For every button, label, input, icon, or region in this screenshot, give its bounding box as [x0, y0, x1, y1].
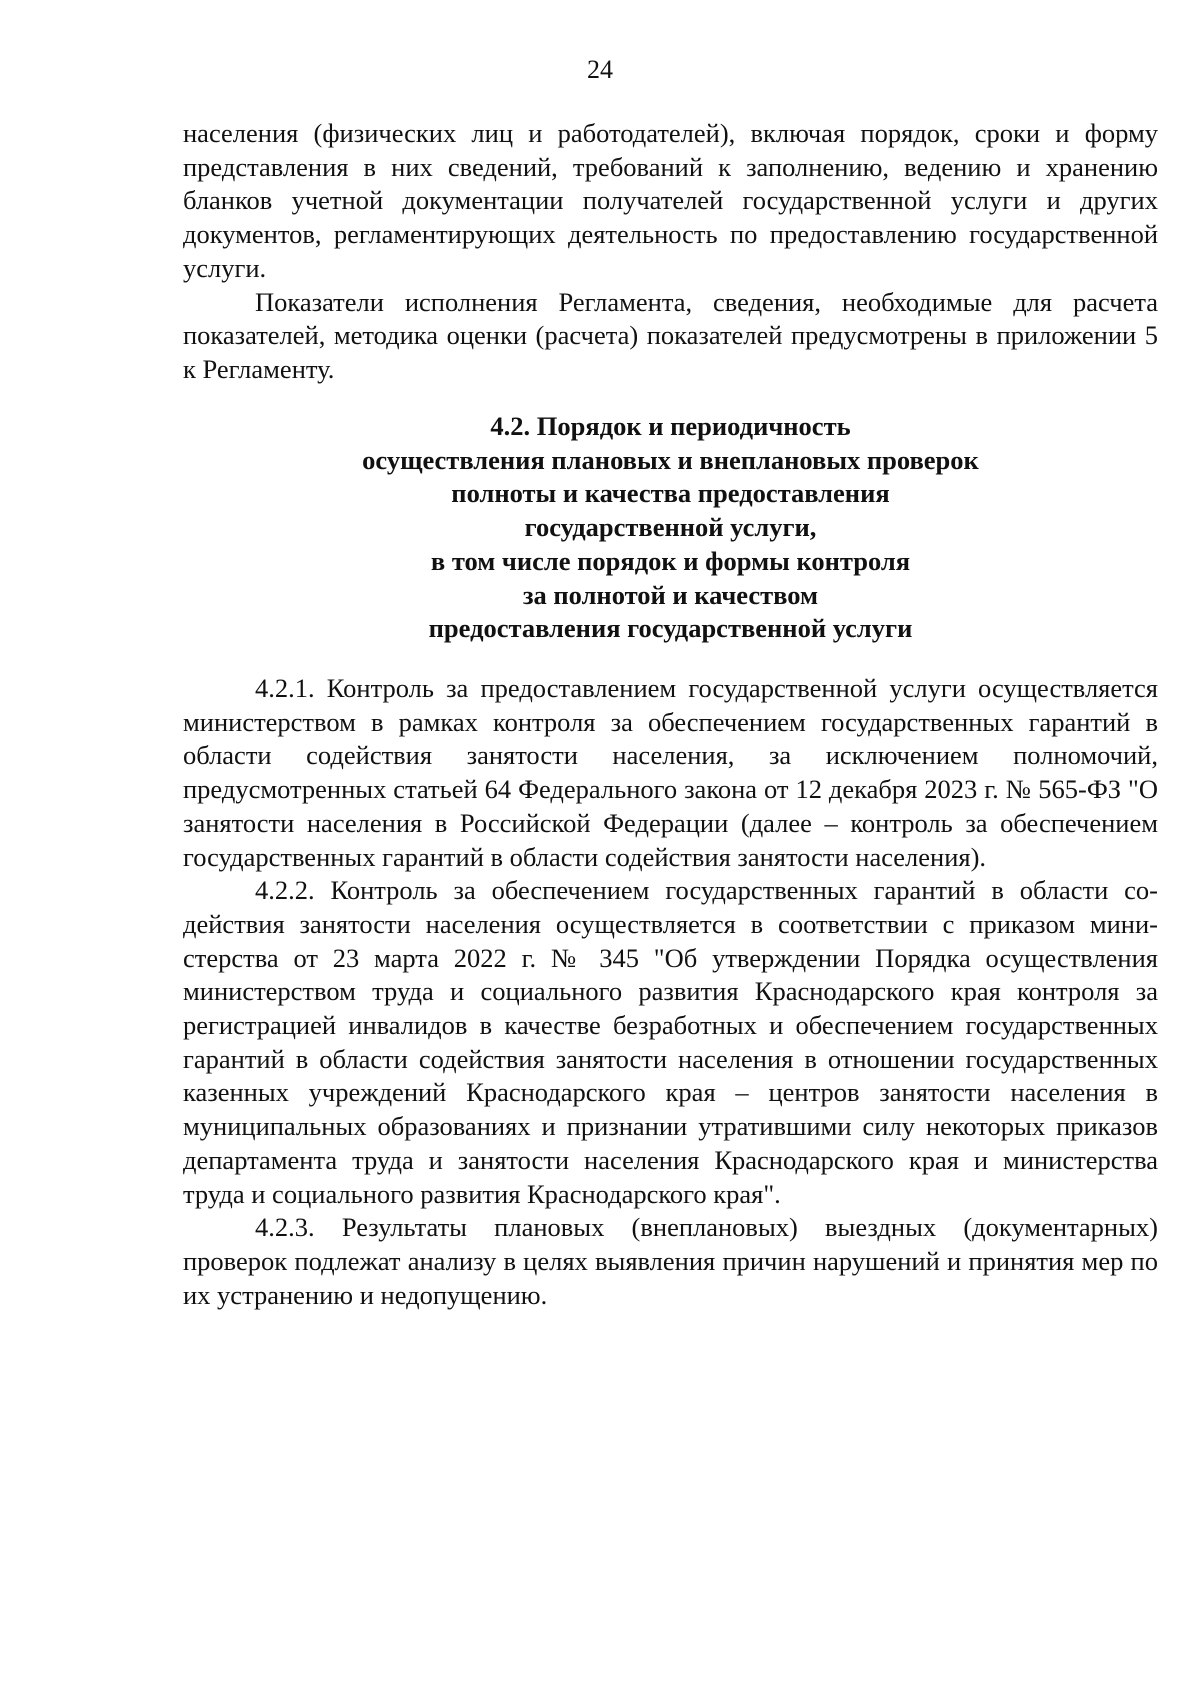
paragraph-4-2-3: 4.2.3. Результаты плановых (внеплановых) выездных (документарных) проверок подлежат анализу в целях выявления причин нарушений и принятия мер по их устранению и недопущению. — [183, 1212, 1158, 1310]
paragraph: населения (физических лиц и работодателей), включая порядок, сроки и форму представления в них сведений, требований к заполнению, ведению и хранению бланков учетной документации получателей государственной услуги и других документов, регламентирующих деятельность по предоставлению государственной услуги. — [183, 118, 1158, 283]
heading-line: в том числе порядок и формы контроля — [430, 545, 911, 576]
page-number: 24 — [587, 55, 613, 84]
body-text-bottom — [183, 672, 1158, 1312]
paragraph-4-2-1: 4.2.1. Контроль за предоставлением государственной услуги осуществляется министерством в рамках контроля за обеспечением государственных гарантий в области содействия занятости населения, за исключением полномочий, предусмотренных статьей 64 Федерального закона от 12 декабря 2023 г. № 565-ФЗ "О занятости населения в Российской Федерации (далее – контроль за обеспечением государственных гарантий в области содействия занятости населения). — [183, 673, 1158, 872]
heading-line: осуществления плановых и внеплановых проверок — [362, 444, 979, 475]
heading-line: государственной услуги, — [524, 512, 817, 543]
heading-line: предоставления государственной услуги — [428, 613, 913, 644]
paragraph-4-2-2: 4.2.2. Контроль за обеспечением государственных гарантий в области содействия занятости населения осуществляется в соответствии с приказом министерства от 23 марта 2022 г. № 345 "Об утверждении Порядка осуществления министерством труда и социального развития Краснодарского края контроля за регистрацией инвалидов в качестве безработных и обеспечением государственных гарантий в области содействия занятости населения в отношении государственных казенных учреждений Краснодарского края – центров занятости населения в муниципальных образованиях и признании утратившими силу некоторых приказов департамента труда и занятости населения Краснодарского края и министерства труда и социального развития Краснодарского края". — [183, 875, 1158, 1209]
heading-line: 4.2. Порядок и периодичность — [490, 411, 851, 441]
heading-line: за полнотой и качеством — [522, 579, 819, 610]
heading-line: полноты и качества предоставления — [451, 478, 890, 509]
section-heading — [183, 410, 1158, 646]
body-text-top — [183, 117, 1158, 387]
paragraph: Показатели исполнения Регламента, сведения, необходимые для расчета показателей, методика оценки (расчета) показателей предусмотрены в приложении 5 к Регламенту. — [183, 286, 1158, 384]
